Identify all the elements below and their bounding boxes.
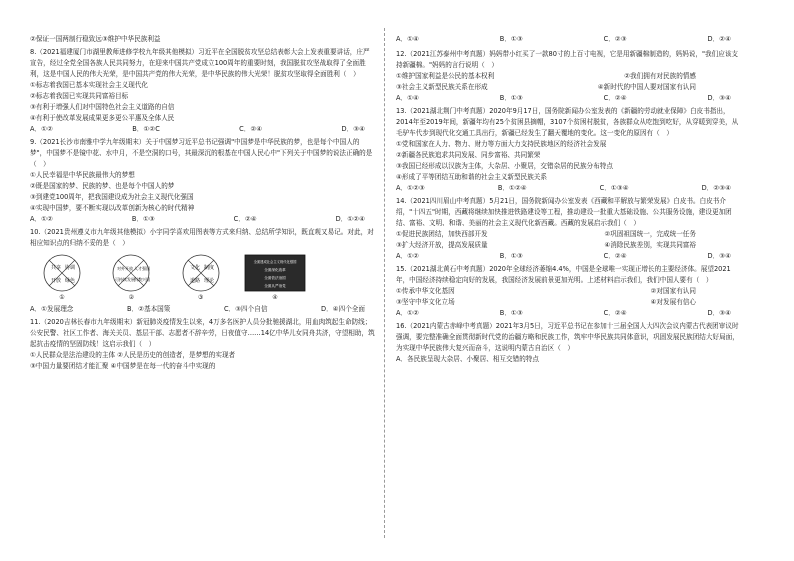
diagram-text: 共享 <box>51 265 62 271</box>
diagram-2 <box>105 253 157 302</box>
option-c[interactable]: C．②④ <box>233 215 257 223</box>
statement-line: ③我国已经形成以汉族为主体，大杂居、小聚居，交错杂居的民族分布特点 <box>396 162 613 170</box>
question-text: 15.（2021湖北黄石中考真题）2020年全球经济萎缩4.4%，中国是全球唯一实现正增长的主要经济体。展望2021年，中国经济持续稳定向好的发展，我国经济发展前景更加光明。上述材料启示我们，我们中国人要有（ ） <box>396 265 731 284</box>
question-text: 9.（2021长沙市南雅中学九年级期末）关于中国梦习近平总书记强调"中国梦是中华民族的梦，也是每个中国人的梦"，中国梦不是镜中花、水中月，不是空洞的口号，其最深沉的根基在中国人民心中"下列关于中国梦的说法正确的是（ ） <box>30 138 373 168</box>
statement-line: ④形成了平等团结互助和谐的社会主义新型民族关系 <box>396 173 547 181</box>
option-d[interactable]: D．①②④ <box>335 215 365 223</box>
diagram-text: 全面建成社会主义现代化强国 <box>253 260 297 264</box>
option-d[interactable]: D．③④ <box>707 309 731 317</box>
question-text: 12.（2021江苏泰州中考真题）妈妈带小红买了一款80寸的上百寸电视，它是用新疆棉制造的，妈妈说，"我们应该支持新疆棉。"妈妈的言行说明（ ） <box>396 50 739 69</box>
option-b[interactable]: B．①③ <box>131 215 155 223</box>
question-13 <box>396 106 741 194</box>
answer-options <box>396 308 741 319</box>
option-b[interactable]: B．①③ <box>499 309 523 317</box>
statement-line: ②对国家有认同 <box>650 287 696 295</box>
statement-line: ④消除民族差别，实现共同富裕 <box>604 241 696 249</box>
question-text: 13.（2021湖北荆门中考真题）2020年9月17日，国务院新闻办公室发表的《新疆的劳动就业保障》白皮书指出，2014年至2019年间，新疆年均有25个贫困县摘帽，3107个贫困村脱贫，各族群众从吃饱到吃好，从穿暖到穿美，从毛驴车代步到现代化交通工具出行，新疆已经发生了翻天覆地的变化。这一变化的原因有（ ） <box>396 107 739 137</box>
diagram-text: 全面从严治党 <box>264 284 286 288</box>
diagram-text: 对外开放 <box>117 266 134 271</box>
option-a[interactable]: A．①② <box>30 125 53 133</box>
answer-options <box>396 93 741 104</box>
question-11 <box>30 317 375 372</box>
answer-options <box>396 34 741 45</box>
option-a[interactable]: A．各民族呈现大杂居、小聚居、相互交错的特点 <box>396 355 539 363</box>
statement-line: ②保证一国两制行稳致远③维护中华民族利益 <box>30 35 161 43</box>
option-b[interactable]: B．②基本国策 <box>126 305 171 313</box>
question-12 <box>396 49 741 104</box>
answer-options <box>30 214 375 225</box>
statement-line: ①党和国家在人力、物力、财力等方面大力支持民族地区的经济社会发展 <box>396 140 607 148</box>
question-8 <box>30 47 375 135</box>
box-diagram-4 <box>244 253 306 293</box>
option-a[interactable]: A．①发展理念 <box>30 305 74 313</box>
option-b[interactable]: B．①③ <box>499 94 523 102</box>
option-c[interactable]: C．②③ <box>603 35 627 43</box>
diagram-3 <box>175 253 227 302</box>
question-text: 16.（2021内蒙古赤峰中考真题）2021年3月5日，习近平总书记在参加十三届全国人大四次会议内蒙古代表团审议时强调，要完整准确全面贯彻新时代党的治疆方略和民族工作，筑牢中华民族共同体意识，巩固发展民族团结大好局面，为实现中华民族伟大复兴而奋斗，这说明内蒙古自治区（ ） <box>396 322 739 352</box>
question-14 <box>396 196 741 262</box>
statement-line: ②巩固祖国统一，完成统一任务 <box>604 230 696 238</box>
circle-diagram-1 <box>36 253 88 293</box>
option-a[interactable]: A．①② <box>30 215 53 223</box>
option-a[interactable]: A．①② <box>396 252 419 260</box>
diagram-text: 协调 <box>65 265 76 271</box>
option-d[interactable]: D．②④ <box>707 35 731 43</box>
option-b[interactable]: B．①②④ <box>497 184 527 192</box>
diagram-number: ① <box>59 294 65 301</box>
statement-pair <box>396 240 696 251</box>
option-d[interactable]: D．③④ <box>707 94 731 102</box>
question-text: 8.（2021福建厦门市湖里教师进修学校九年级其他模拟）习近平在全国脱贫攻坚总结表彰大会上发表重要讲话，庄严宣告，经过全党全国各族人民共同努力，在迎来中国共产党成立100周年的重要时刻，我国脱贫攻坚战取得了全面胜利，这是中国人民的伟大光荣，是中国共产党的伟大光荣，是中华民族的伟大光荣！脱贫攻坚取得全面胜利（ ） <box>30 48 370 78</box>
diagram-text: 道路 <box>189 278 200 284</box>
diagram-text: 全面深化改革 <box>264 268 286 272</box>
statement-line: ①维护国家利益是公民的基本权利 <box>396 72 495 80</box>
question-text: 11.（2020吉林长春市九年级期末）新冠肺炎疫情发生以来，4万多名医护人员分批驰援湖北，用血肉筑起生命防线；公安民警、社区工作者、海关关员、基层干部、志愿者不辞辛劳，日夜值守……14亿中华儿女同舟共济，守望相助，筑起抗击疫情的坚固防线！这启示我们（ ） <box>30 318 375 348</box>
answer-options <box>396 251 741 262</box>
diagram-text: 全面依法治国 <box>264 276 286 280</box>
diagram-row <box>36 253 306 302</box>
diagram-4 <box>244 253 306 302</box>
top-statement <box>30 34 375 45</box>
statement-pair <box>396 82 696 93</box>
statement-pair <box>396 71 696 82</box>
question-16 <box>396 321 741 365</box>
statement-line: ①促进民族团结，加快西部开发 <box>396 230 488 238</box>
answer-options <box>30 124 375 135</box>
statement-pair <box>396 229 696 240</box>
page-footer <box>0 539 794 561</box>
option-d[interactable]: D．④四个全面 <box>321 305 365 313</box>
column-divider <box>384 28 385 538</box>
statement-line: ②标志着我国已实现共同富裕目标 <box>30 92 129 100</box>
option-c[interactable]: C．①③④ <box>599 184 629 192</box>
question-15 <box>396 264 741 319</box>
option-c[interactable]: C．②④ <box>239 125 263 133</box>
statement-line: ①人民幸福是中华民族最伟大的梦想 <box>30 171 135 179</box>
diagram-text: 理论 <box>203 278 214 284</box>
diagram-text: 可持续发展 <box>115 277 136 282</box>
statement-line: ④对发展有信心 <box>650 298 696 306</box>
statement-line: ③中国力量要团结才能汇聚 ④中国梦是在每一代的奋斗中实现的 <box>30 362 216 370</box>
option-a[interactable]: A．①② <box>396 309 419 317</box>
option-b[interactable]: B．①②C <box>132 125 160 133</box>
diagram-text: 绿色 <box>65 278 76 284</box>
option-a[interactable]: A．①④ <box>396 35 419 43</box>
statement-line: ①人民群众是法治建设的主体 ②人民是历史的创造者，是梦想的实现者 <box>30 351 236 359</box>
diagram-number: ④ <box>272 294 278 301</box>
answer-options <box>30 304 375 315</box>
answer-options <box>396 183 741 194</box>
question-10 <box>30 227 375 315</box>
option-d[interactable]: D．③④ <box>341 125 365 133</box>
diagram-text: 文化 <box>189 265 200 271</box>
diagram-text: 人才强国 <box>134 266 151 271</box>
option-d[interactable]: D．②③④ <box>701 184 731 192</box>
statement-line: ④实现中国梦，要不断实现以改革创新为核心的时代精神 <box>30 204 195 212</box>
left-column <box>30 34 375 374</box>
statement-line: ②既是国家的梦、民族的梦、也是每个中国人的梦 <box>30 182 175 190</box>
statement-line: ③到建党100周年，把我国建设成为社会主义现代化强国 <box>30 193 194 201</box>
option-b[interactable]: B．①③ <box>499 35 523 43</box>
circle-diagram-2 <box>105 253 157 293</box>
option-b[interactable]: B．①③ <box>499 252 523 260</box>
option-a[interactable]: A．①④ <box>396 94 419 102</box>
statement-line: ①标志着我国已基本实现社会主义现代化 <box>30 81 149 89</box>
option-c[interactable]: C．②④ <box>603 94 627 102</box>
statement-pair <box>396 297 696 308</box>
statement-line: ③坚守中华文化立场 <box>396 298 455 306</box>
statement-line: ④有利于使改革发展成果更多更公平惠及全体人民 <box>30 114 175 122</box>
option-d[interactable]: D．③④ <box>707 252 731 260</box>
diagram-number: ② <box>128 294 135 301</box>
diagram-text: 科教兴国 <box>134 277 151 282</box>
statement-line: ③有利于增强人们对中国特色社会主义道路的自信 <box>30 103 175 111</box>
statement-line: ③社会主义新型民族关系在形成 <box>396 83 488 91</box>
diagram-1 <box>36 253 88 302</box>
diagram-number: ③ <box>197 294 204 301</box>
option-c[interactable]: C．②④ <box>603 309 627 317</box>
option-c[interactable]: C．③四个自信 <box>223 305 268 313</box>
statement-line: ③扩大经济开放，提高发展质量 <box>396 241 488 249</box>
option-a[interactable]: A．①②③ <box>396 184 425 192</box>
question-text: 14.（2021四川眉山中考真题）5月21日，国务院新闻办公室发表《西藏和平解放与繁荣发展》白皮书。白皮书介绍，"十四五"时期，西藏将继续加快推进铁路建设等工程，推动建设一批重大基础设施、公共服务设施，建设更加团结、富裕、文明、和谐、美丽的社会主义现代化新西藏。西藏的发展启示我们（ ） <box>396 197 732 227</box>
diagram-text: 开放 <box>51 278 62 284</box>
page-header <box>0 0 794 30</box>
right-column <box>396 34 741 367</box>
statement-line: ②我们拥有对民族的情感 <box>624 72 696 80</box>
statement-line: ①传承中华文化基因 <box>396 287 455 295</box>
statement-line: ②新疆各民族追求共同发展、同步富裕、共同繁荣 <box>396 151 541 159</box>
circle-diagram-3 <box>175 253 227 293</box>
option-c[interactable]: C．②④ <box>603 252 627 260</box>
question-text: 10.（2021贵州遵义市九年级其他模拟）小宇同学喜欢用图表等方式来归纳、总结所学知识，既直观又易记。对此，对相应知识点的归纳不妥的是（ ） <box>30 228 374 247</box>
statement-line: ④新时代的中国人要对国家有认同 <box>597 83 696 91</box>
diagram-text: 制度 <box>203 265 214 271</box>
statement-pair <box>396 286 696 297</box>
question-9 <box>30 137 375 225</box>
